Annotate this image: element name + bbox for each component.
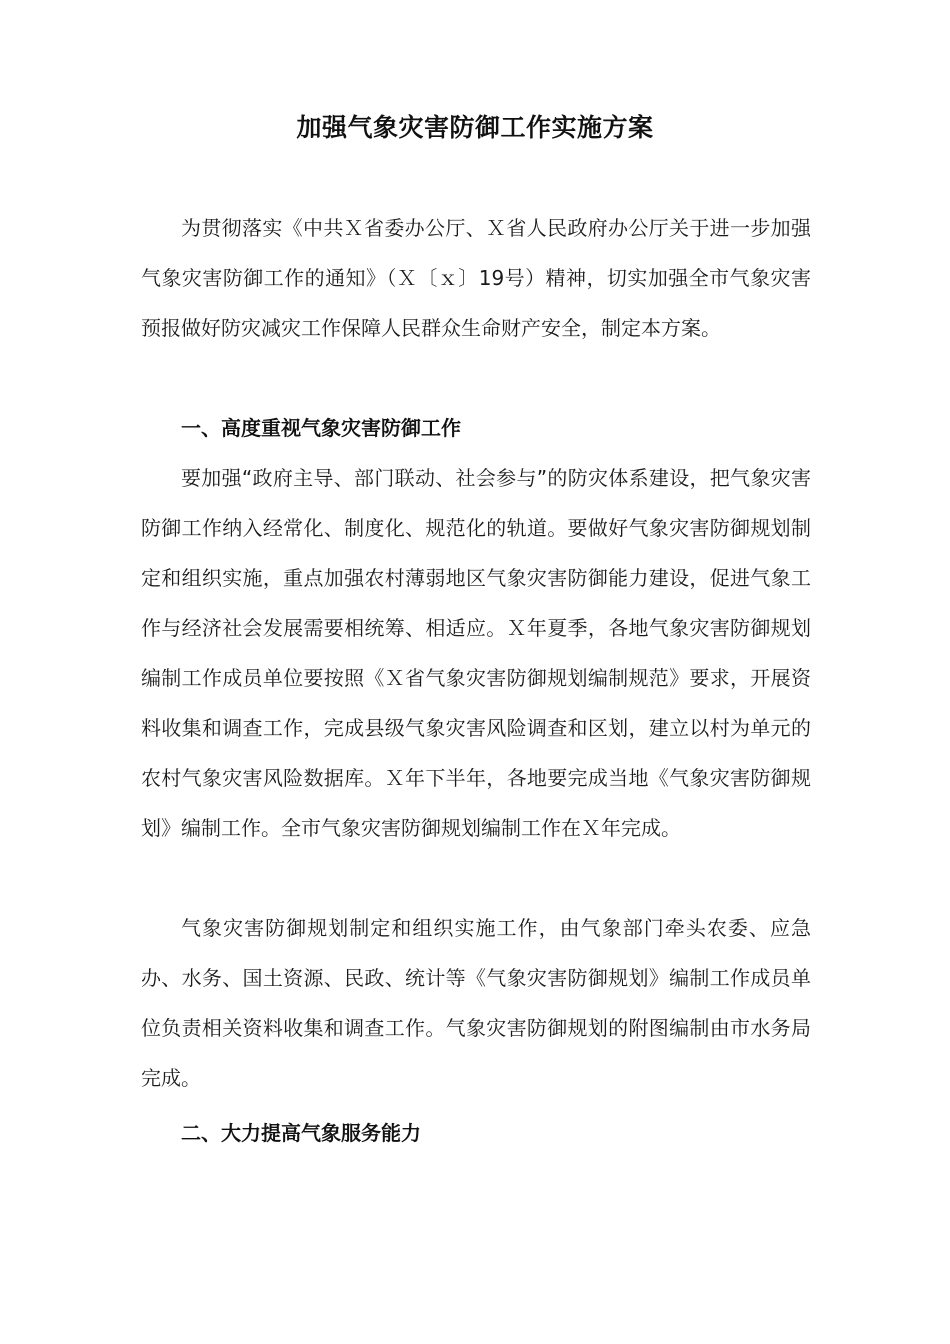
intro-paragraph bbox=[141, 203, 811, 353]
document-title: 加强气象灾害防御工作实施方案 bbox=[296, 113, 654, 142]
section-1-paragraph-2 bbox=[141, 903, 811, 1103]
section-2-heading: 二、大力提高气象服务能力 bbox=[181, 1121, 421, 1145]
section-1-heading: 一、高度重视气象灾害防御工作 bbox=[181, 416, 461, 440]
section-1-heading-block bbox=[141, 403, 811, 453]
section-1-paragraph-1 bbox=[141, 453, 811, 853]
section-1-paragraph-2-text: 气象灾害防御规划制定和组织实施工作，由气象部门牵头农委、应急办、水务、国土资源、民政、统计等《气象灾害防御规划》编制工作成员单位负责相关资料收集和调查工作。气象灾害防御规划的附图编制由市水务局完成。 bbox=[141, 916, 811, 1090]
section-2-heading-block bbox=[141, 1108, 811, 1158]
intro-text: 为贯彻落实《中共Ｘ省委办公厅、Ｘ省人民政府办公厅关于进一步加强气象灾害防御工作的通知》（Ｘ〔ｘ〕19号）精神，切实加强全市气象灾害预报做好防灾减灾工作保障人民群众生命财产安全，制定本方案。 bbox=[141, 216, 811, 340]
section-1-paragraph-1-text: 要加强“政府主导、部门联动、社会参与”的防灾体系建设，把气象灾害防御工作纳入经常化、制度化、规范化的轨道。要做好气象灾害防御规划制定和组织实施，重点加强农村薄弱地区气象灾害防御能力建设，促进气象工作与经济社会发展需要相统筹、相适应。Ｘ年夏季，各地气象灾害防御规划编制工作成员单位要按照《Ｘ省气象灾害防御规划编制规范》要求，开展资料收集和调查工作，完成县级气象灾害风险调查和区划，建立以村为单元的农村气象灾害风险数据库。Ｘ年下半年，各地要完成当地《气象灾害防御规划》编制工作。全市气象灾害防御规划编制工作在Ｘ年完成。 bbox=[141, 466, 811, 840]
